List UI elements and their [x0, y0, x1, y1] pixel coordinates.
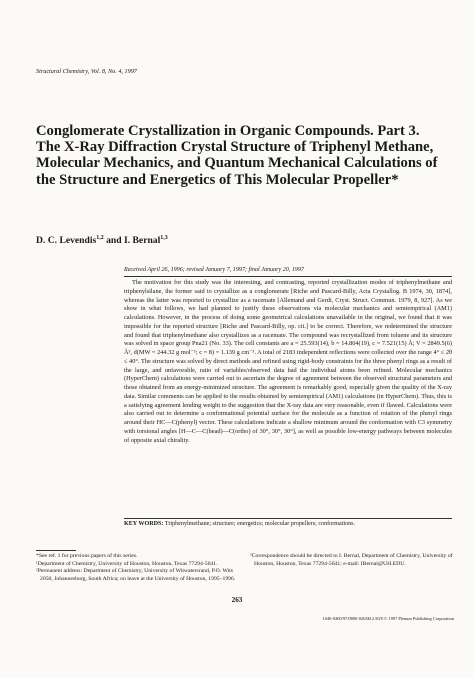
footnote-permanent-address: ²Permanent address: Department of Chemistry, University of Witwatersrand, P.O. Wits 2050, Johannesburg, South Africa; on leave at the University of Houston, 1995–1996.: [36, 568, 236, 582]
abstract: The motivation for this study was the interesting, and contrasting, reported crystallization modes of triphenylmethane and triphenylsilane, the former said to crystallize as a conglomerate [Riche and Pascard-Billy, Acta Crystallog. B 1974, 30, 1874], whereas the latter was reported to crystallize as a racemate [Allemand and Gerdi, Cryst. Struct. Commun. 1979, 8, 927]. As we show in what follows, we had planned to justify these observations via molecular mechanics and semiempirical (AM1) calculations. However, in the process of doing some geometrical calculations unavailable in the original, we found that it was impossible for the reported structure [Riche and Pascard-Billy, op. cit.] to be correct. Therefore, we redetermined the structure and found that triphenylmethane also crystallizes as a racemate. The compound was recrystallized from toluene and its structure was solved in space group Pna21 (No. 33). The cell constants are a = 25.593(14), b = 14.804(19), c = 7.521(15) Å; V = 2849.5(6) Å³, d(MW = 244.32 g mol⁻¹; c = 8) = 1.139 g cm⁻³. A total of 2183 independent reflections were collected over the range 4° ≤ 2θ ≤ 40°. The structure was solved by direct methods and refined using rigid-body constraints for the three phenyl rings as a result of the large, and unfavorable, ratio of variables/observed data had the individual atoms been refined. Molecular mechanics (HyperChem) calculations were carried out to ascertain the degree of agreement between the observed structural parameters and those obtained from an energy-minimized structure. The agreement is remarkably good, especially given the quality of the X-ray data. Similar comments can be applied to the results obtained by semiempirical (AM1) calculations (in HyperChem). Thus, this is a satisfying agreement lending weight to the suggestion that the X-ray data are very reasonable, even if flawed. Calculations were also carried out to determine a conformational potential surface for the molecule as a function of rotation of the phenyl rings around their HC—C(phenyl) vector. These calculations indicate a shallow minimum around the conformation with C3 symmetry with torsional angles [H—C—C(head)—C(ortho) of 30°, 30°, 30°], as well as possible low-energy pathways between molecules of opposite axial chirality.: [124, 279, 452, 444]
footnote-affiliation-1: ¹Department of Chemistry, University of Houston, Houston, Texas 77294-5641.: [36, 560, 218, 567]
page-number: 263: [231, 596, 243, 604]
abstract-top-rule: [124, 276, 452, 277]
author-conjunction: and: [103, 235, 124, 247]
abstract-bottom-rule: [124, 518, 452, 519]
footnotes-left-column: [36, 553, 240, 583]
received-dates: Received April 26, 1996; revised January 7, 1997; final January 20, 1997: [124, 267, 305, 273]
copyright-line: 1040-0400/97/0800-0263$12.50/0 © 1997 Plenum Publishing Corporation: [322, 616, 454, 621]
footnote-series: *See ref. 1 for previous papers of this series.: [36, 553, 138, 559]
author-name: D. C. Levendis: [36, 235, 97, 247]
footnotes-right-column: [250, 553, 454, 568]
author-affiliation-mark: 1,2: [96, 235, 104, 241]
author-name: I. Bernal: [124, 235, 161, 247]
author-line: [36, 235, 168, 246]
keywords-text: Triphenylmethane; structure; energetics; molecular propellers; conformations.: [163, 521, 356, 527]
keywords-label: KEY WORDS:: [124, 521, 164, 527]
footnote-correspondence: ³Correspondence should be directed to I. Bernal, Department of Chemistry, University of Houston, Houston, Texas 77294-5641; e-mail: IBernal@UH.EDU.: [250, 553, 453, 567]
footnote-rule: [36, 550, 76, 551]
author-affiliation-mark: 1,3: [160, 235, 168, 241]
journal-header: Structural Chemistry, Vol. 8, No. 4, 1997: [36, 68, 137, 75]
keywords: [124, 521, 452, 527]
article-title: Conglomerate Crystallization in Organic Compounds. Part 3. The X-Ray Diffraction Crystal Structure of Triphenyl Methane, Molecular Mechanics, and Quantum Mechanical Calculations of the Structure and Energetics of This Molecular Propeller*: [36, 123, 438, 188]
